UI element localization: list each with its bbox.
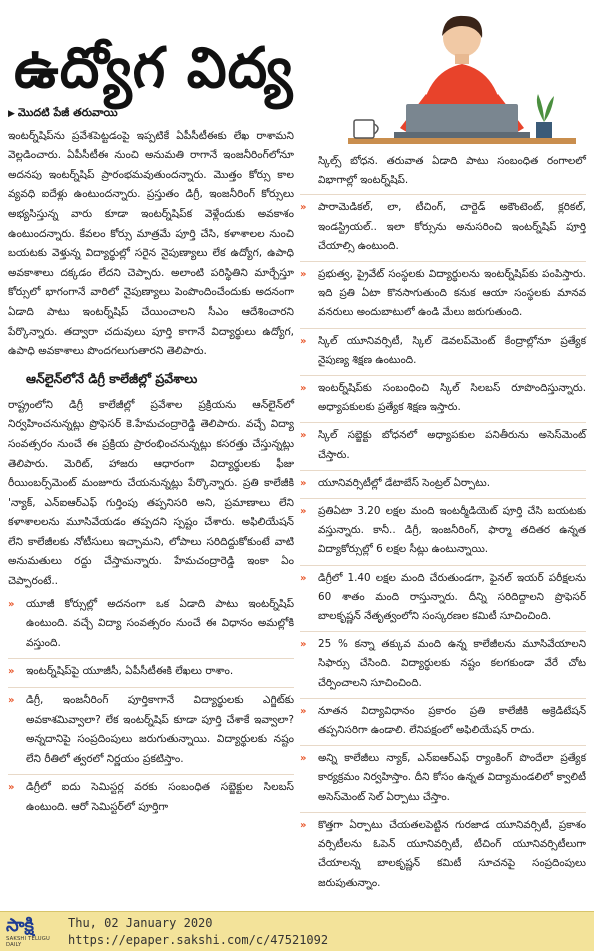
double-chevron-icon: » xyxy=(300,819,307,831)
double-chevron-icon: » xyxy=(300,335,307,347)
left-column xyxy=(8,103,294,823)
list-item: » ప్రభుత్వ, ప్రైవేట్ సంస్థలకు విద్యార్థులను ఇంటర్న్‌షిప్‌కు పంపిస్తారు. ఇది ప్రతి ఏటా కొనసాగుతుంది కనుక ఆయా సంస్థలకు మానవ వనరులు అందుబాటులో ఉండి మేలు జరుగుతుంది. xyxy=(300,262,586,329)
double-chevron-icon: » xyxy=(300,572,307,584)
publication-date: Thu, 02 January 2020 xyxy=(68,916,213,930)
double-chevron-icon: » xyxy=(300,202,307,214)
right-column xyxy=(300,152,586,898)
byline: ▶ మొదటి పేజీ తరువాయి xyxy=(8,106,118,119)
list-item: » డిగ్రీలో 1.40 లక్షల మంది చేరుతుండగా, ఫైనల్ ఇయర్ పరీక్షలను 60 శాతం మంది రాస్తున్నారు. దీన్ని సరిదిద్దాలని ప్రొఫెసర్ బాలకృష్ణన్ నేతృత్వంలోని సంస్కరణల కమిటీ సూచించింది. xyxy=(300,566,586,633)
list-item: » కొత్తగా ఏర్పాటు చేయతలపెట్టిన గురజాడ యూనివర్సిటీ, ప్రకాశం వర్సిటీలను ఓపెన్ యూనివర్సిటీ, టీచింగ్ యూనివర్సిటీలుగా చేయాలన్న బాలకృష్ణన్ కమిటీ సూచనపై సంప్రదింపులు జరుపుతున్నాం. xyxy=(300,813,586,898)
list-item: » అన్ని కాలేజీలు న్యాక్, ఎన్‌ఐఆర్‌ఎఫ్ ర్యాంకింగ్ పొందేలా ప్రత్యేక కార్యక్రమం నిర్వహిస్తాం. దీని కోసం ఉన్నత విద్యామండలిలో క్వాలిటీ అసెస్‌మెంట్ సెల్ ఏర్పాటు చేస్తాం. xyxy=(300,746,586,813)
list-item: » స్కిల్ యూనివర్సిటీ, స్కిల్ డెవలప్‌మెంట్ కేంద్రాల్లోనూ ప్రత్యేక నైపుణ్య శిక్షణ ఉంటుంది. xyxy=(300,329,586,376)
person-at-laptop-illustration xyxy=(338,8,586,168)
list-item: » యూనివర్సిటీల్లో డేటాబేస్ సెంట్రల్ ఏర్పాటు. xyxy=(300,471,586,499)
double-chevron-icon: » xyxy=(300,506,307,518)
double-chevron-icon: » xyxy=(8,695,15,707)
continuation-paragraph: స్కిల్స్ బోధన. తరువాత ఏడాది పాటు సంబంధిత రంగాలలో విభాగాల్లో ఇంటర్న్‌షిప్. xyxy=(300,152,586,195)
section-subhead: ఆన్‌లైన్‌లోనే డిగ్రీ కాలేజీల్లో ప్రవేశాలు xyxy=(26,370,198,386)
double-chevron-icon: » xyxy=(300,477,307,489)
triangle-right-icon: ▶ xyxy=(8,109,15,119)
double-chevron-icon: » xyxy=(300,383,307,395)
double-chevron-icon: » xyxy=(300,639,307,651)
online-admissions-paragraph: రాష్ట్రంలోని డిగ్రీ కాలేజీల్లో ప్రవేశాల ప్రక్రియను ఆన్‌లైన్‌లో నిర్వహించనున్నట్లు ప్రొఫెసర్ కె.హేమచంద్రారెడ్డి తెలిపారు. వచ్చే విద్యా సంవత్సరం నుంచే ఈ ప్రక్రియ ప్రారంభించనున్నట్లు కసరత్తు చేస్తున్నట్లు తెలిపారు. మెరిట్, హాజరు ఆధారంగా విద్యార్థులకు ఫీజు రీయింబర్స్‌మెంట్ మంజూరు చేయనున్నట్లు పేర్కొన్నారు. ప్రతి కాలేజీకి 'న్యాక్, ఎన్‌ఐఆర్‌ఎఫ్ గుర్తింపు తప్పనిసరి అని, ప్రమాణాలు లేని కళాశాలలను మూసివేయడం తప్పదని స్పష్టం చేశారు. అఫిలియేషన్ లేని కాలేజీలకు నోటీసులు ఇచ్చామని, లోపాలు సరిదిద్దుకోకుంటే వాటి అనుమతులు రద్దు చేస్తామన్నారు. హేమచంద్రారెడ్డి ఇంకా ఏం చెప్పారంటే.. xyxy=(8,398,294,588)
list-item: » ఇంటర్న్‌షిప్‌కు సంబంధించి స్కిల్ సిలబస్ రూపొందిస్తున్నారు. అధ్యాపకులకు ప్రత్యేక శిక్షణ ఇస్తారు. xyxy=(300,376,586,423)
list-item: » ప్రతిఏటా 3.20 లక్షల మంది ఇంటర్మీడియెట్ పూర్తి చేసి బయటకు వస్తున్నారు. కానీ.. డిగ్రీ, ఇంజనీరింగ్, ఫార్మా తదితర ఉన్నత విద్యాకోర్సుల్లో 6 లక్షల సీట్లు ఉంటున్నాయి. xyxy=(300,499,586,566)
double-chevron-icon: » xyxy=(300,705,307,717)
article-headline: ఉద్యోగ విద్య xyxy=(14,35,294,101)
list-item: » డిగ్రీలో ఐదు సెమిస్టర్ల వరకు సంబంధిత సబ్జెక్టుల సిలబస్ ఉంటుంది. ఆరో సెమిస్టర్‌లో పూర్తిగా xyxy=(8,775,294,822)
double-chevron-icon: » xyxy=(300,269,307,281)
list-item: » పారామెడికల్, లా, టీచింగ్, చార్టెడ్ అకౌంటెంట్, క్లరికల్, ఇండస్ట్రియల్.. ఇలా కోర్సును అనుసరించి ఇంటర్న్‌షిప్ పూర్తి చేయాల్సి ఉంటుంది. xyxy=(300,195,586,262)
footer-bar xyxy=(0,911,594,951)
double-chevron-icon: » xyxy=(8,666,15,678)
epaper-link[interactable]: https://epaper.sakshi.com/c/47521092 xyxy=(68,933,329,947)
double-chevron-icon: » xyxy=(300,753,307,765)
intro-paragraph: ఇంటర్న్‌షిప్‌ను ప్రవేశపెట్టడంపై ఇప్పటికే ఏపీసీటీఈకు లేఖ రాశామని వెల్లడించారు. ఏపీసీటీఈ నుంచి అనుమతి రాగానే ఇంజనీరింగ్‌లోనూ అదనపు ఇంటర్న్‌షిప్ ప్రారంభమవుతుందన్నారు. మొత్తం కోర్సు కాల వ్యవధి ఐదేళ్లు ఉంటుందన్నారు. ప్రస్తుతం డిగ్రీ, ఇంజనీరింగ్ కోర్సులు అభ్యసిస్తున్న వారు కూడా ఇంటర్న్‌షిప్‌క వెళ్లేందుకు అవకాశం ఉంటుందన్నారు. కేవలం కోర్సు మాత్రమే పూర్తి చేసి, కళాశాలల నుంచి బయటకు వెళ్తున్న విద్యార్థుల్లో సరైన నైపుణ్యాలు లేక ఉద్యోగ, ఉపాధి అవకాశాలు దక్కడం లేదని చెప్పారు. అలాంటి పరిస్థితిని మార్చేస్తూ కోర్సులో భాగంగానే వారిలో నైపుణ్యాలు పెంపొందించేందుకు అదనంగా ఏడాది పాటు ఇంటర్న్‌షిప్ చేయించాలని సీఎం ఆదేశించారని పేర్కొన్నారు. తద్వారా చదువులు పూర్తి కాగానే విద్యార్థులు ఉద్యోగ, ఉపాధి అవకాశాలు పొందగలుగుతారని తెలిపారు. xyxy=(8,129,294,358)
double-chevron-icon: » xyxy=(8,782,15,794)
list-item: » యూజీ కోర్సుల్లో అదనంగా ఒక ఏడాది పాటు ఇంటర్న్‌షిప్ ఉంటుంది. వచ్చే విద్యా సంవత్సరం నుంచే ఈ విధానం అమల్లోకి వస్తుంది. xyxy=(8,592,294,660)
list-item: » ఇంటర్న్‌షిప్‌పై యూజీసీ, ఏపీసీటీఈకి లేఖలు రాశాం. xyxy=(8,659,294,688)
list-item: » స్కిల్ సబ్జెక్టు బోధనలో అధ్యాపకుల పనితీరును అసెస్‌మెంట్ చేస్తారు. xyxy=(300,423,586,470)
list-item: » డిగ్రీ, ఇంజనీరింగ్ పూర్తికాగానే విద్యార్థులకు ఎగ్జిట్‌కు అవకాశమివ్వాలా? లేక ఇంటర్న్‌షిప్ కూడా పూర్తి చేశాకే ఇవ్వాలా? అన్నదానిపై సంప్రదింపులు జరుగుతున్నాయి. విద్యార్థులకు నష్టం లేని రీతిలో త్వరలో నిర్ణయం ప్రకటిస్తాం. xyxy=(8,688,294,775)
list-item: » నూతన విద్యావిధానం ప్రకారం ప్రతి కాలేజీకి అక్రెడిటేషన్ తప్పనిసరిగా ఉండాలి. లేనిపక్షంలో అఫిలియేషన్ రాదు. xyxy=(300,699,586,746)
double-chevron-icon: » xyxy=(300,430,307,442)
list-item: » 25 % కన్నా తక్కువ మంది ఉన్న కాలేజీలను మూసివేయాలని సిఫార్సు చేసింది. విద్యార్థులకు నష్టం కలగకుండా వేరే చోట చేర్పించాలని సూచించింది. xyxy=(300,632,586,699)
double-chevron-icon: » xyxy=(8,598,15,610)
sakshi-logo[interactable]: సాక్షి SAKSHI TELUGU DAILY xyxy=(6,915,51,948)
